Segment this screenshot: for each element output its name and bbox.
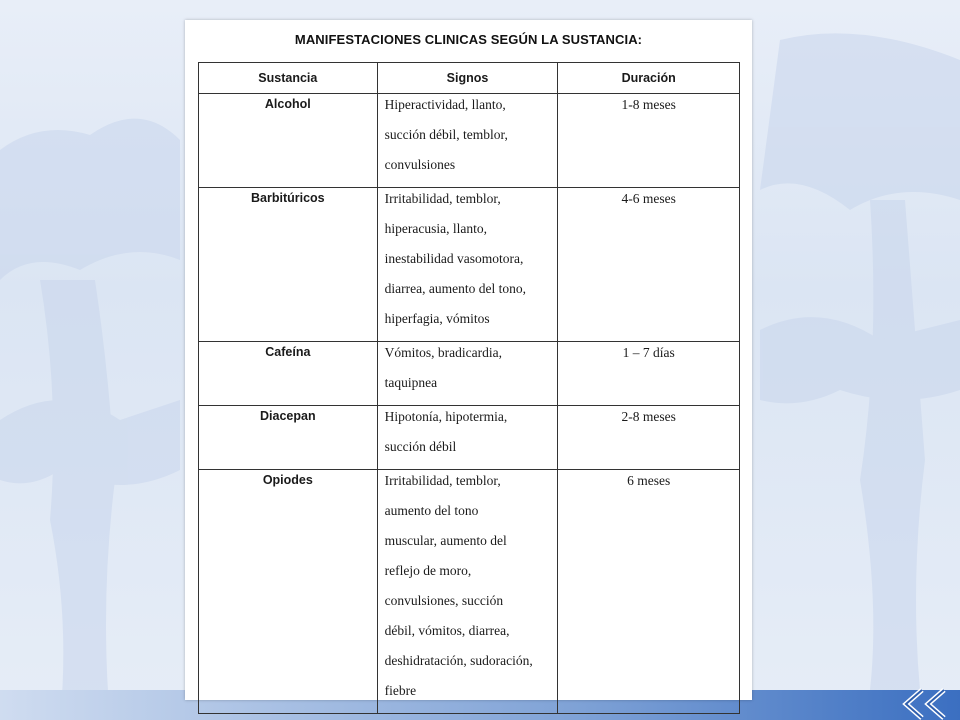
signs-cell [377,406,558,470]
sign-line: Irritabilidad, temblor, [384,473,501,488]
duration-cell: 2-8 meses [558,406,740,470]
sign-line: Hipotonía, hipotermia, [384,409,508,424]
sign-line: hiperacusia, llanto, [384,221,487,236]
signs-cell [377,470,558,714]
duration-cell: 1 – 7 días [558,342,740,406]
sign-line: convulsiones [384,157,456,172]
table-row [199,94,740,188]
sign-line: fiebre [384,683,417,698]
duration-cell: 6 meses [558,470,740,714]
sign-line: Irritabilidad, temblor, [384,191,501,206]
scanned-document [185,20,752,700]
sign-line: diarrea, aumento del tono, [384,281,526,296]
substance-cell: Opiodes [199,470,378,714]
header-duration: Duración [558,63,740,94]
substance-cell: Cafeína [199,342,378,406]
table-row [199,470,740,714]
sign-line: Vómitos, bradicardia, [384,345,502,360]
table-header-row [199,63,740,94]
table-row [199,342,740,406]
sign-line: deshidratación, sudoración, [384,653,533,668]
substance-cell: Barbitúricos [199,188,378,342]
substance-cell: Alcohol [199,94,378,188]
sign-line: succión débil [384,439,457,454]
header-signs: Signos [377,63,558,94]
double-chevron-left-icon[interactable] [894,688,954,720]
sign-line: aumento del tono [384,503,479,518]
sign-line: succión débil, temblor, [384,127,508,142]
substance-cell: Diacepan [199,406,378,470]
table-row [199,406,740,470]
sign-line: reflejo de moro, [384,563,472,578]
clinical-manifestations-table [198,62,740,714]
sign-line: débil, vómitos, diarrea, [384,623,510,638]
signs-cell [377,342,558,406]
sign-line: taquipnea [384,375,438,390]
signs-cell [377,94,558,188]
sign-line: muscular, aumento del [384,533,507,548]
sign-line: hiperfagia, vómitos [384,311,490,326]
sign-line: inestabilidad vasomotora, [384,251,524,266]
sign-line: Hiperactividad, llanto, [384,97,506,112]
duration-cell: 4-6 meses [558,188,740,342]
sign-line: convulsiones, succión [384,593,504,608]
header-substance: Sustancia [199,63,378,94]
document-title: MANIFESTACIONES CLINICAS SEGÚN LA SUSTANCIA: [294,32,643,47]
duration-cell: 1-8 meses [558,94,740,188]
signs-cell [377,188,558,342]
table-row [199,188,740,342]
